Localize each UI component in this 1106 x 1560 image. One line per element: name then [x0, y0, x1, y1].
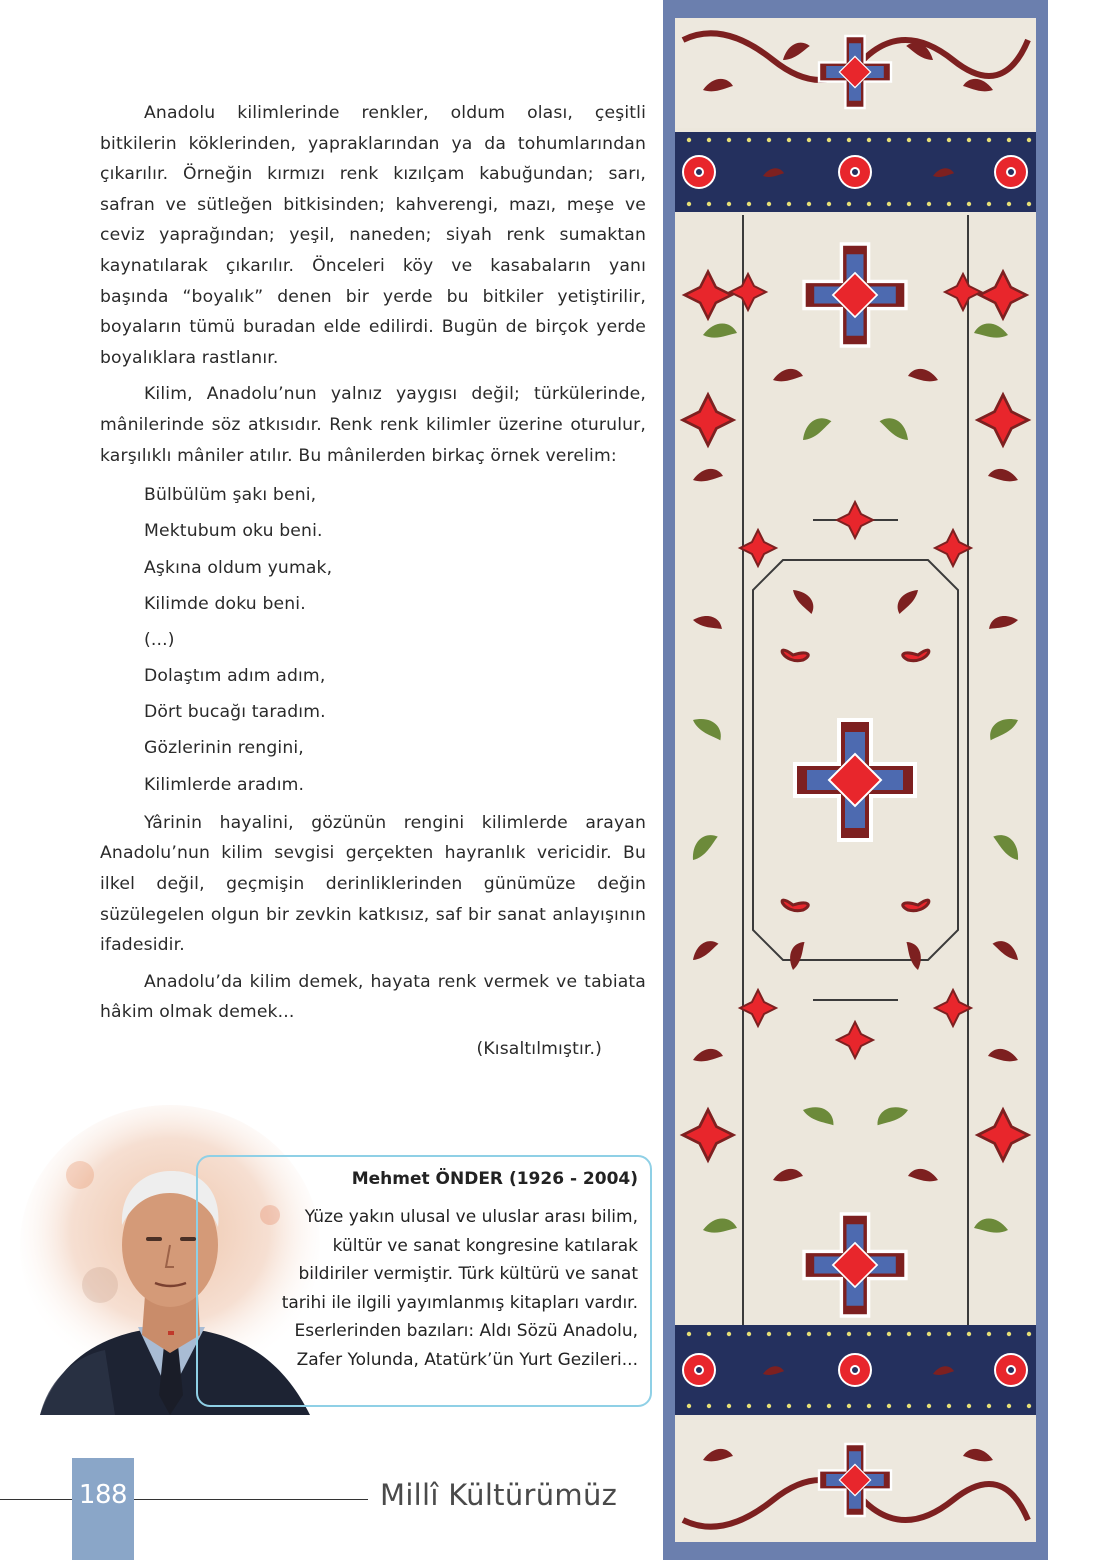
- paragraph: Anadolu kilimlerinde renkler, oldum olası, çeşitli bitkilerin köklerinden, yapraklarından ya da tohumlarından çıkarılır. Örneğin kırmızı renk kızılçam kabuğundan; sarı, safran ve sütleğen bitkisinden; kahverengi, mazı, meşe ve ceviz yaprağından; yeşil, naneden; siyah renk sumaktan kaynatılarak çıkarılır. Önceleri köy ve kasabaların yanı başında “boyalık” denen bir yerde bu bitkiler yetiştirilir, boyaların tümü buradan elde edilirdi. Bugün de birçok yerde boyalıklara rastlanır.: [100, 103, 646, 368]
- poem-line: Bülbülüm şakı beni,: [144, 485, 317, 506]
- author-name: Mehmet ÖNDER (1926 - 2004): [351, 1169, 638, 1189]
- paragraph: Yârinin hayalini, gözünün rengini kilimlerde arayan Anadolu’nun kilim sevgisi gerçekten hayranlık vericidir. Bu ilkel değil, geçmişin derinliklerinden günümüze değin süzülegelen olgun bir zevkin katkısız, saf bir sanat anlayışının ifadesidir.: [100, 812, 646, 956]
- paragraph: Anadolu’da kilim demek, hayata renk vermek ve tabiata hâkim olmak demek...: [100, 971, 646, 1023]
- source-note: (Kısaltılmıştır.): [476, 1038, 602, 1059]
- poem-line: Aşkına oldum yumak,: [144, 557, 333, 578]
- article-body: [100, 98, 646, 1065]
- footer-rule: [134, 1499, 368, 1500]
- poem-line: Gözlerinin rengini,: [144, 738, 304, 759]
- poem: [144, 477, 646, 803]
- poem-line: Dört bucağı taradım.: [144, 702, 326, 723]
- poem-line: Mektubum oku beni.: [144, 521, 323, 542]
- author-bio: Yüze yakın ulusal ve uluslar arası bilim, kültür ve sanat kongresine katılarak bildiriler vermiştir. Türk kültürü ve sanat tarihi ile ilgili yayımlanmış kitapları vardır. Eserlerinden bazıları: Aldı Sözü Anadolu, Zafer Yolunda, Atatürk’ün Yurt Gezileri...: [281, 1207, 638, 1370]
- poem-line: (...): [144, 629, 175, 650]
- paragraph: Kilim, Anadolu’nun yalnız yaygısı değil; türkülerinde, mânilerinde söz atkısıdır. Renk renk kilimler üzerine oturulur, karşılıklı mâniler atılır. Bu mânilerden birkaç örnek verelim:: [100, 384, 646, 466]
- kilim-border-decoration: [663, 0, 1048, 1560]
- page-number: 188: [78, 1480, 128, 1510]
- poem-line: Dolaştım adım adım,: [144, 666, 326, 687]
- poem-line: Kilimde doku beni.: [144, 593, 306, 614]
- poem-line: Kilimlerde aradım.: [144, 774, 305, 795]
- author-bio-box: [196, 1155, 652, 1407]
- footer-rule: [0, 1499, 72, 1500]
- book-title: Millî Kültürümüz: [380, 1478, 618, 1512]
